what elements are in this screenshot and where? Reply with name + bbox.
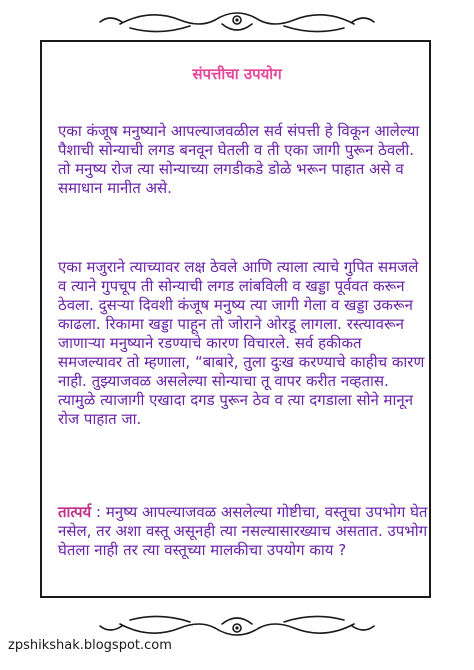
moral-text: मनुष्य आपल्याजवळ असलेल्या गोष्टीचा, वस्तूचा उपभोग घेत नसेल, तर अशा वस्तू असूनही त्या नसल्यासारख्याच असतात. उपभोग घेतला नाही तर त्या वस्तूच्या मालकीचा उपयोग काय ?: [58, 503, 428, 559]
moral-separator: :: [91, 503, 106, 521]
website-footer: zpshikshak.blogspot.com: [8, 638, 172, 653]
top-flourish-ornament: [0, 2, 474, 42]
story-paragraph-1: एका कंजूष मनुष्याने आपल्याजवळील सर्व संपत्ती हे विकून आलेल्या पैशाची सोन्याची लगड बनवून घेतली व ती एका जागी पुरून ठेवली. तो मनुष्य रोज त्या सोन्याच्या लगडीकडे डोळे भरून पाहात असे व समाधान मानीत असे.: [58, 122, 420, 197]
moral-paragraph: [58, 503, 428, 560]
story-paragraph-2: एका मजुराने त्याच्यावर लक्ष ठेवले आणि त्याला त्याचे गुपित समजले व त्याने गुपचूप ती सोन्याची लगड लांबविली व खड्डा पूर्ववत करून ठेवला. दुसऱ्या दिवशी कंजूष मनुष्य त्या जागी गेला व खड्डा उकरून काढला. रिकामा खड्डा पाहून तो जोराने ओरडू लागला. रस्त्यावरून जाणाऱ्या मनुष्याने रडण्याचे कारण विचारले. सर्व हकीकत समजल्यावर तो म्हणाला, “बाबारे, तुला दुःख करण्याचे काहीच कारण नाही. तुझ्याजवळ असलेल्या सोन्याचा तू वापर करीत नव्हतास. त्यामुळे त्याजागी एखादा दगड पुरून ठेव व त्या दगडाला सोने मानून रोज पाहात जा.: [58, 258, 425, 428]
story-title: संपत्तीचा उपयोग: [192, 65, 282, 83]
moral-label: तात्पर्य: [58, 503, 92, 521]
